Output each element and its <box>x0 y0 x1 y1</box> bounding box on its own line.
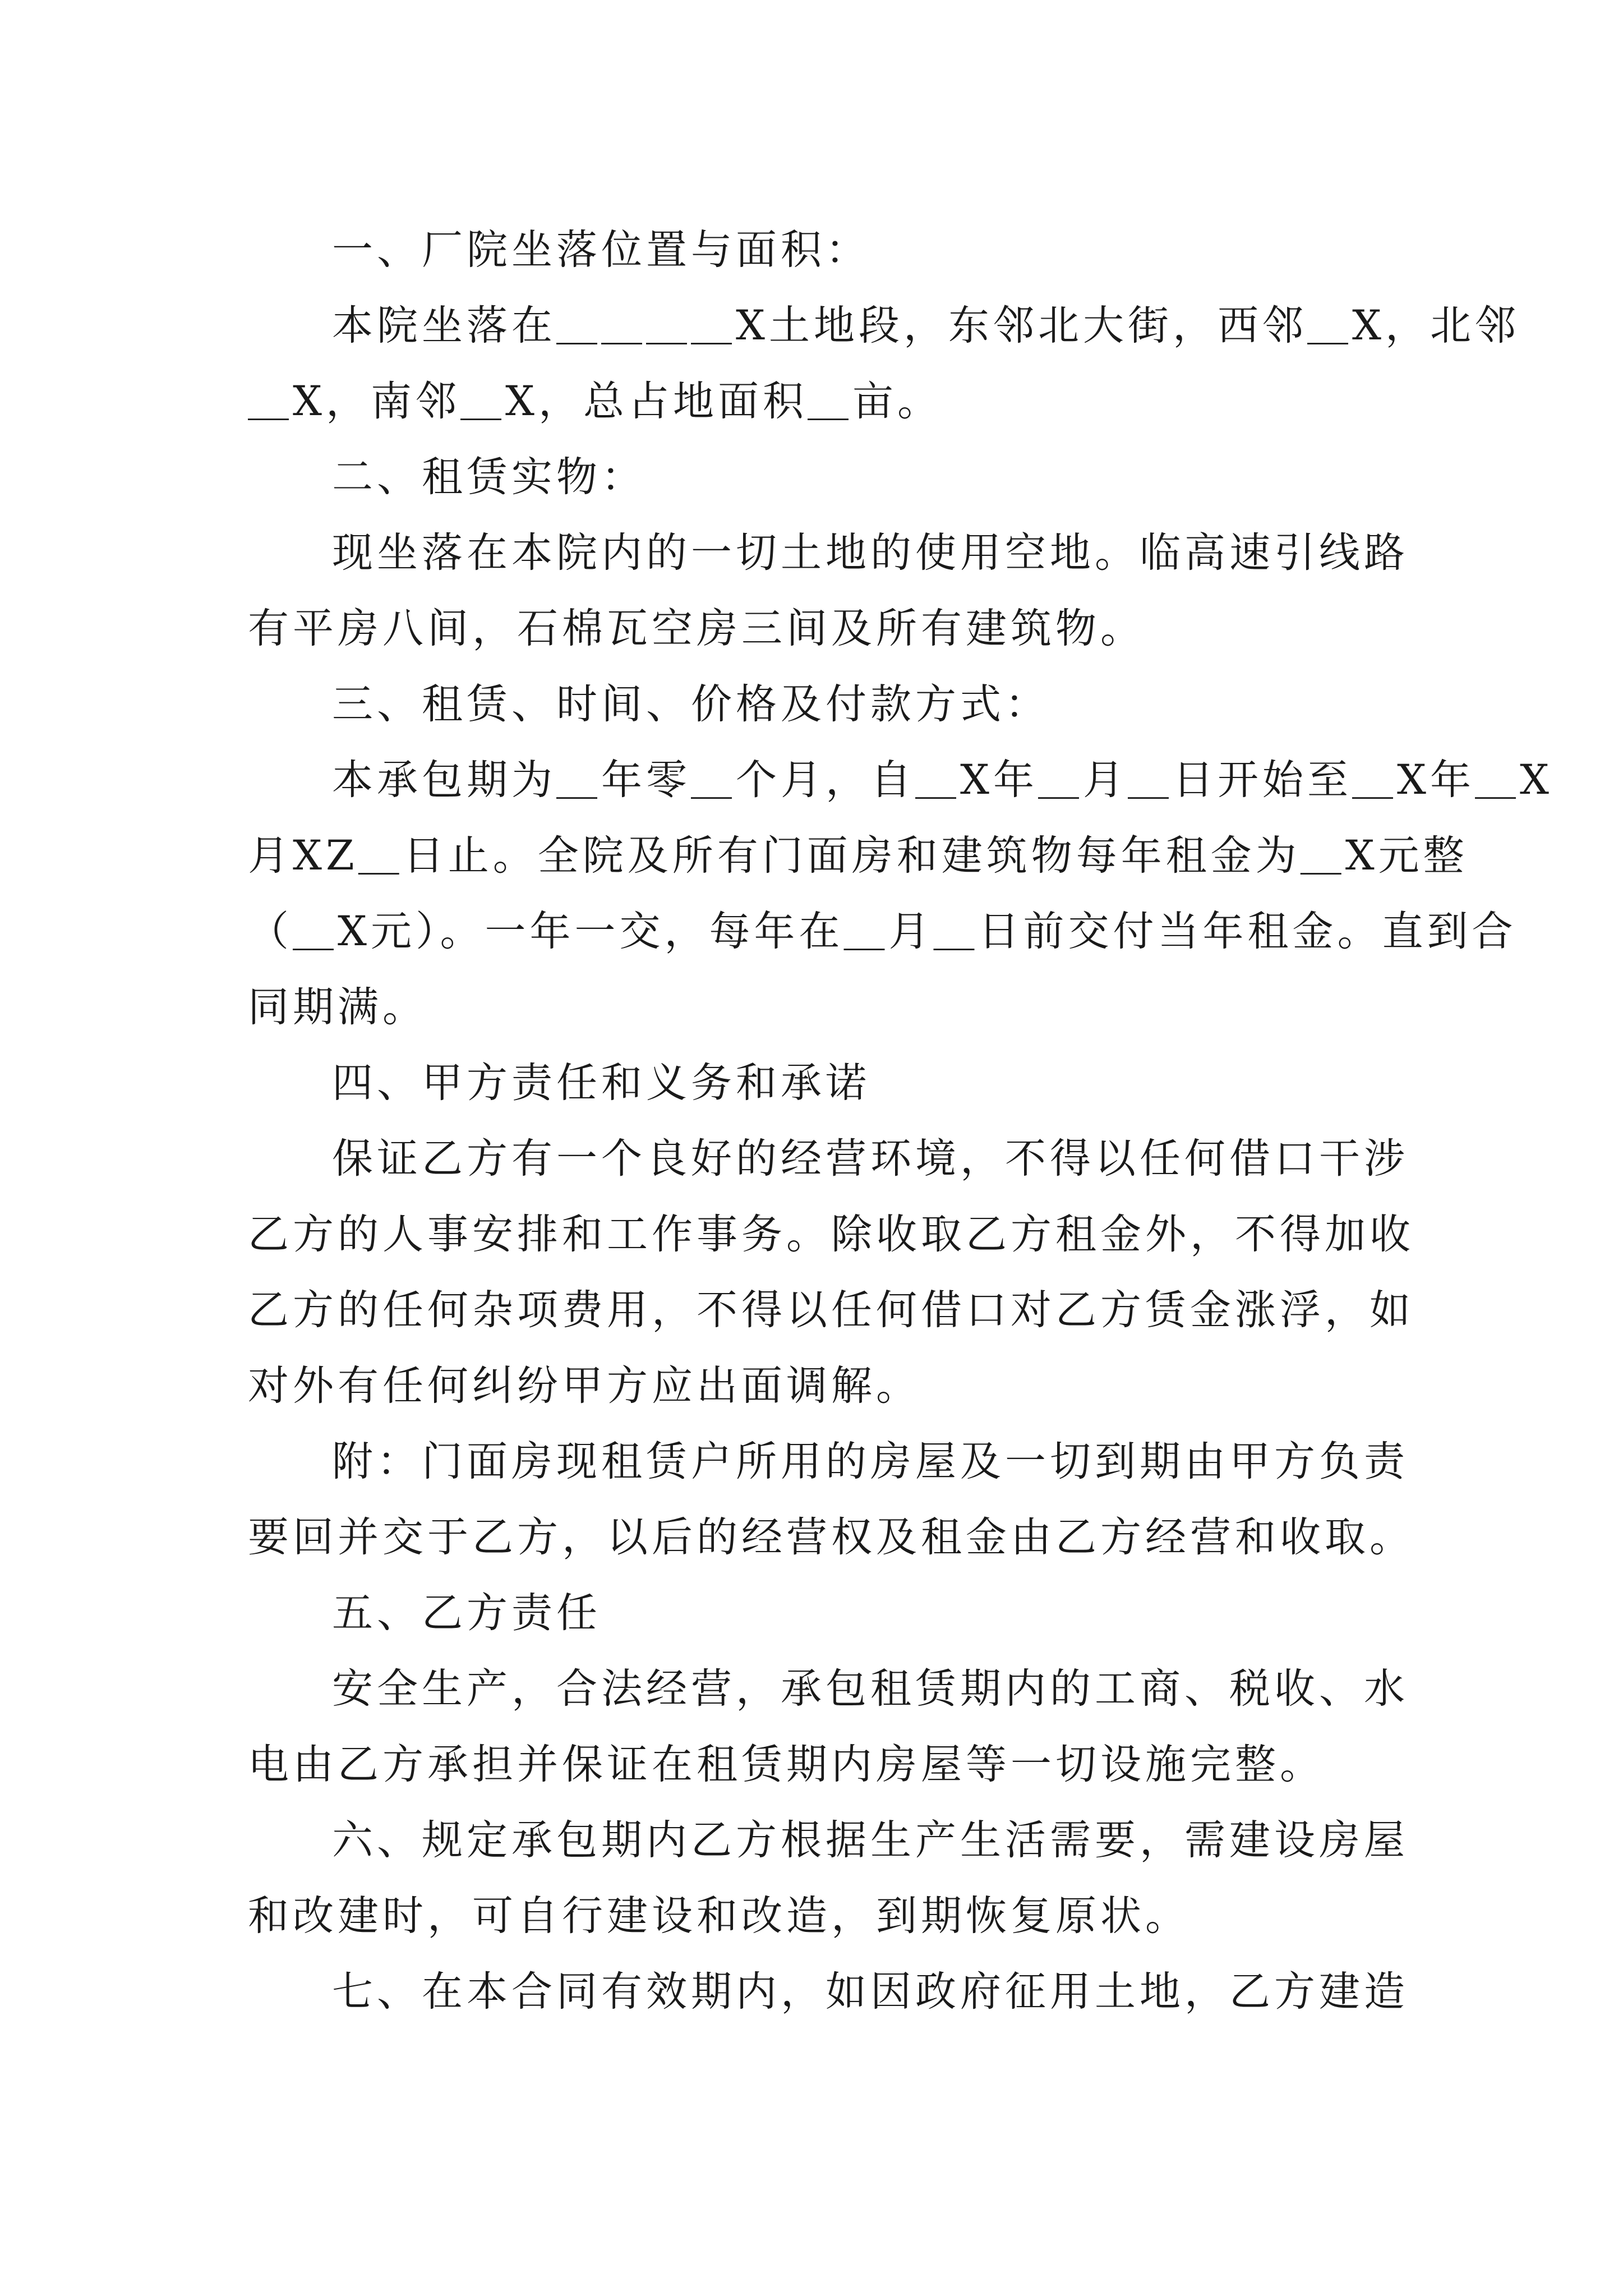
paragraph-line: 安全生产，合法经营，承包租赁期内的工商、税收、水 <box>332 1665 1409 1713</box>
section-heading-party-a: 四、甲方责任和义务和承诺 <box>332 1059 870 1107</box>
paragraph-line: 对外有任何纠纷甲方应出面调解。 <box>248 1362 921 1410</box>
paragraph-line: （＿X元）。一年一交，每年在＿月＿日前交付当年租金。直到合 <box>248 908 1517 955</box>
paragraph-line: ＿X，南邻＿X，总占地面积＿亩。 <box>248 378 942 425</box>
paragraph-line: 电由乙方承担并保证在租赁期内房屋等一切设施完整。 <box>248 1741 1325 1788</box>
section-six: 六、规定承包期内乙方根据生产生活需要，需建设房屋 <box>332 1816 1409 1864</box>
section-seven: 七、在本合同有效期内，如因政府征用土地，乙方建造 <box>332 1968 1409 2016</box>
paragraph-line: 乙方的人事安排和工作事务。除收取乙方租金外，不得加收 <box>248 1211 1414 1258</box>
document-body <box>248 212 1553 2030</box>
section-heading-rental-items: 二、租赁实物： <box>332 453 646 501</box>
paragraph-line: 现坐落在本院内的一切土地的使用空地。临高速引线路 <box>332 529 1409 577</box>
paragraph-line: 保证乙方有一个良好的经营环境，不得以任何借口干涉 <box>332 1135 1409 1182</box>
paragraph-line: 本承包期为＿年零＿个月，自＿X年＿月＿日开始至＿X年＿X <box>332 756 1553 804</box>
paragraph-line: 和改建时，可自行建设和改造，到期恢复原状。 <box>248 1892 1190 1940</box>
paragraph-line: 同期满。 <box>248 983 427 1031</box>
section-heading-term-price: 三、租赁、时间、价格及付款方式： <box>332 680 1050 728</box>
paragraph-line: 要回并交于乙方，以后的经营权及租金由乙方经营和收取。 <box>248 1513 1414 1561</box>
paragraph-line: 本院坐落在＿＿＿＿X土地段，东邻北大街，西邻＿X，北邻 <box>332 302 1520 349</box>
paragraph-line: 月XZ＿日止。全院及所有门面房和建筑物每年租金为＿X元整 <box>248 832 1468 880</box>
paragraph-line: 乙方的任何杂项费用，不得以任何借口对乙方赁金涨浮，如 <box>248 1286 1414 1334</box>
section-heading-location: 一、厂院坐落位置与面积： <box>332 226 870 274</box>
paragraph-line: 有平房八间，石棉瓦空房三间及所有建筑物。 <box>248 605 1145 652</box>
appendix-note: 附：门面房现租赁户所用的房屋及一切到期由甲方负责 <box>332 1438 1409 1485</box>
section-heading-party-b: 五、乙方责任 <box>332 1589 601 1637</box>
